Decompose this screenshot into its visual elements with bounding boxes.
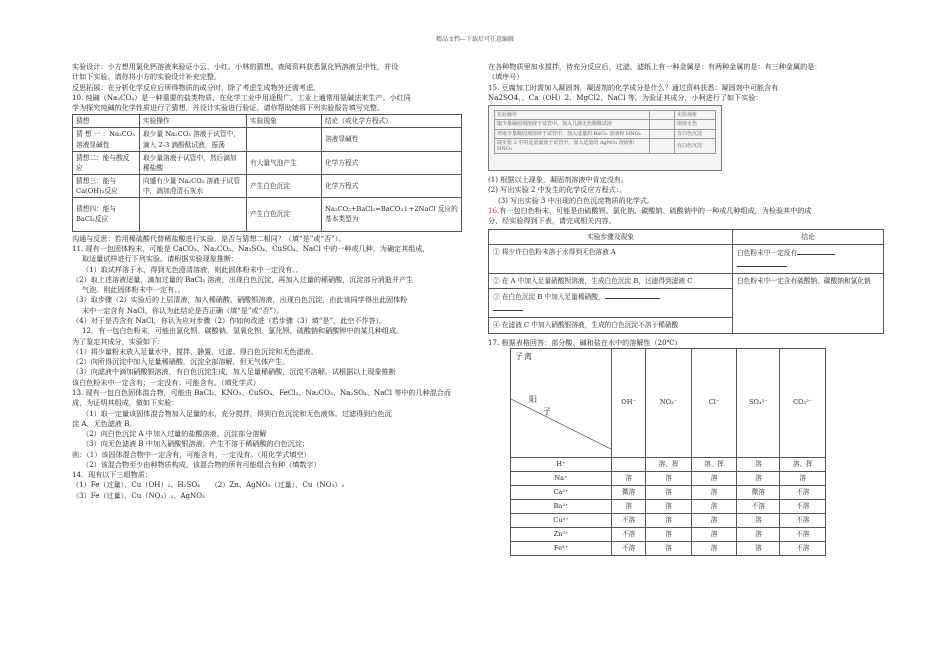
- question-number: 16.: [488, 205, 500, 215]
- cation-cell: Cu²⁺: [511, 513, 612, 527]
- table-cell: [650, 120, 675, 129]
- table-cell: 微溶: [612, 485, 646, 499]
- table-cell: 实验现象: [675, 111, 716, 120]
- table-cell: [733, 245, 884, 273]
- anion-header: SO₄²⁻: [737, 348, 780, 457]
- table-cell: 再取少量凝固剂溶液于试管中，加入适量的 BaCl₂ 溶液和 HNO₃: [495, 129, 650, 138]
- text-line: （1）Fe（过量）、Cu（OH）₂、H₂SO₄ （2）Zn、AgNO₃（过量）、Cu（NO₃）₂: [72, 480, 345, 490]
- column-header: 实验现象: [247, 115, 322, 128]
- text-line: 为了鉴定其成分，实验如下：: [72, 336, 165, 346]
- table-cell: [489, 289, 733, 317]
- answer-blank[interactable]: [493, 303, 523, 311]
- table-row: [511, 513, 826, 527]
- table-cell: 溶: [737, 541, 780, 555]
- powder-analysis-table: [488, 229, 884, 334]
- text-line: 成，为证明其组成，做如下实验：: [72, 398, 179, 408]
- corner-label: 阳: [529, 394, 537, 404]
- table-cell-text: 白色粉末中一定没有: [737, 249, 798, 258]
- question-10: 10. 纯碱（Na₂CO₃）是一种重要的盐类物质，在化学工业中用途极广。工业上通常用氨碱法来生产。小红同: [72, 92, 411, 102]
- table-row: [73, 197, 462, 231]
- text-line: 在各种物质里加水搅拌，待充分反应后，过滤，滤纸上有一种金属是：有两种金属的是：有三种金属的是：: [488, 62, 822, 71]
- table-cell: 溶、挥: [646, 457, 692, 471]
- table-cell: 溶: [737, 527, 780, 541]
- table-cell: [612, 457, 646, 471]
- text-line: （1）取一定量该固体混合物加入足量的水，充分搅拌，得到白色沉淀和无色液体。过滤得到白色沉: [82, 408, 392, 418]
- table-cell: 猜想三：能与 Ca(OH)₂反应: [73, 174, 140, 197]
- text-line: Na2SO4、、Ca（OH）2、MgCl2、NaCl 等。为验证其成分，小柯进行了如下实验：: [488, 92, 763, 102]
- text-line: （2）该混合物至少由种物质构成，该混合物的所有可能组合有种（填数字）: [82, 459, 321, 469]
- table-cell: 溶: [612, 471, 646, 485]
- table-cell: 产生白色沉淀: [247, 174, 322, 197]
- table-row: [489, 245, 884, 273]
- table-cell: 溶: [646, 485, 692, 499]
- text-line: 气泡。则此固体粉末中一定有、。: [82, 285, 185, 295]
- text-line: 末中一定含有 NaCl，你认为此结论是否正确（填“是”或“否”）。: [82, 305, 284, 315]
- table-row: [495, 138, 716, 154]
- table-cell: 取少量溶液于试管中，然后滴加稀盐酸: [140, 151, 247, 174]
- table-row: [511, 541, 826, 555]
- table-row: [511, 527, 826, 541]
- anion-header: CO₃²⁻: [780, 348, 826, 457]
- text-line: (1) 根据以上现象，凝固剂溶液中肯定没有。: [488, 175, 628, 185]
- question-13: 13. 现有一包白色固体混合物，可能由 BaCl₂、KNO₃、CuSO₄、FeCl₃、Na₂CO₃、Na₂SO₄、NaCl 等中的几种混合而: [72, 387, 451, 397]
- table-cell: 溶液显碱性: [322, 128, 462, 151]
- table-row: [73, 151, 462, 174]
- table-cell: 溶: [691, 513, 737, 527]
- table-cell-text: ③ 在白色沉淀 B 中加入足量稀硝酸，: [493, 293, 605, 302]
- text-line: （3）向滤液中滴加硝酸银溶液，有白色沉淀生成，加入足量稀硝酸，沉淀不溶解。试根据以上现象推断: [72, 367, 396, 377]
- table-cell: 实验操作: [495, 111, 650, 120]
- table-row: [495, 129, 716, 138]
- text-line: 该白色粉末中一定含有；一定没有；可能含有。（填化学式）: [72, 377, 260, 387]
- table-row: [495, 120, 716, 129]
- table-cell: 取少量凝固剂溶液于试管中，加入几滴无色酚酞试液: [495, 120, 650, 129]
- table-cell: 不溶: [780, 485, 826, 499]
- table-cell: ② 在 A 中加入足量硝酸钡溶液，生成白色沉淀 B，过滤得到滤液 C: [489, 273, 733, 289]
- cation-cell: Fe³⁺: [511, 541, 612, 555]
- table-cell: 不溶: [780, 513, 826, 527]
- table-row: [489, 273, 884, 289]
- text-line: （1）将少量粉末放入足量水中，搅拌、静置、过滤、得白色沉淀和无色滤液。: [72, 346, 318, 356]
- cation-cell: Ca²⁺: [511, 485, 612, 499]
- table-cell: ① 将少许白色粉末溶于水得到无色溶液 A: [489, 245, 733, 273]
- table-cell: 溶: [737, 513, 780, 527]
- table-cell: 不溶: [612, 541, 646, 555]
- table-corner-cell: [511, 348, 612, 457]
- text-line: 则：（1）该固体混合物中一定含有，可能含有，一定没有。（用化学式填空）: [72, 449, 311, 459]
- text-line: （3）Fe（过量）、Cu（NO₃）₂、AgNO₃: [72, 490, 205, 500]
- table-cell: 猜想四：能与 BaCl₂反应: [73, 197, 140, 231]
- table-cell: ④ 在滤液 C 中加入硝酸银溶液，生成的白色沉淀不溶于稀硝酸: [489, 317, 733, 333]
- text-line: 沟通与反思：若用稀硫酸代替稀盐酸进行实验，是否与猜想二相同？（填“是”或“否”）。: [72, 233, 346, 243]
- anion-header: OH⁻: [612, 348, 646, 457]
- text-line: （3）取步骤（2）实验后的上层清液，加入稀硝酸、硝酸银溶液，出现白色沉淀，由此该同学得出此固体粉: [72, 295, 408, 305]
- table-cell: 溶、挥: [691, 457, 737, 471]
- table-cell: 化学方程式: [322, 151, 462, 174]
- table-cell: 取实验 2 中的适量滤液于试管中，加入适量的 AgNO₃ 溶液和 HNO₃: [495, 138, 650, 154]
- answer-blank[interactable]: [605, 291, 660, 299]
- answer-blank[interactable]: [797, 247, 835, 255]
- text-line: 学为探究纯碱的化学性质进行了猜想，并设计实验进行验证。请你帮助她将下列实验报告填写完整。: [72, 103, 385, 113]
- solubility-table: [510, 348, 826, 556]
- text-line: (2) 写出实验 2 中发生的化学反应方程式：。: [488, 185, 627, 195]
- table-cell: 不溶: [612, 527, 646, 541]
- column-header: 结论: [733, 229, 884, 245]
- text-line: （2）取上述溶液适量，滴加过量的 BaCl₂ 溶液，出现白色沉淀，再加入过量的稀硝酸，沉淀部分消逝并产生: [72, 274, 414, 284]
- table-cell: 有大量气泡产生: [247, 151, 322, 174]
- table-cell: 有白色沉淀: [675, 138, 716, 154]
- right-column: [488, 62, 888, 556]
- table-cell: 向盛有少量 Na₂CO₃ 溶液于试管中，滴加澄清石灰水: [140, 174, 247, 197]
- corner-label: 子: [543, 406, 551, 416]
- table-cell: 溶: [646, 499, 692, 513]
- table-cell: 产生白色沉淀: [247, 197, 322, 231]
- table-cell: 溶: [737, 471, 780, 485]
- table-cell: Na₂CO₃+BaCl₂=BaCO₃↓+2NaCl 反应的基本类型为: [322, 197, 462, 231]
- cation-cell: Na⁺: [511, 471, 612, 485]
- table-cell: 不溶: [780, 527, 826, 541]
- table-row: [511, 499, 826, 513]
- column-header: 结论（或化学方程式）: [322, 115, 462, 128]
- table-cell: 溶: [612, 499, 646, 513]
- table-cell: 有白色沉淀: [675, 129, 716, 138]
- table-cell: 溶: [780, 471, 826, 485]
- corner-label: 离: [524, 351, 532, 361]
- table-row: [495, 111, 716, 120]
- text-line: 取适量试样进行下列实验。请根据实验现象推断：: [82, 254, 239, 264]
- table-cell: 溶液无色: [675, 120, 716, 129]
- table-cell: 溶: [691, 499, 737, 513]
- experiment-table-image: [488, 105, 722, 171]
- text-line: 反思拓展：在分析化学反应后所得物质的成分时，除了考虑生成物外还需考虑。: [72, 82, 321, 92]
- experiment-report-table: [72, 114, 462, 231]
- table-cell: 溶: [691, 527, 737, 541]
- text-line: （填序号）: [488, 72, 524, 82]
- table-cell: [140, 197, 247, 231]
- question-17: 17. 根据表格回答：部分酸、碱和盐在水中的溶解性（20℃）: [488, 337, 682, 347]
- diagonal-divider: [511, 349, 611, 457]
- table-header-row: [511, 348, 826, 457]
- table-cell: 溶: [737, 457, 780, 471]
- text-line: （1）取试样溶于水，得到无色澄清溶液，则此固体粉末中一定没有、。: [82, 264, 303, 274]
- table-cell: 溶: [691, 485, 737, 499]
- cation-cell: Ba²⁺: [511, 499, 612, 513]
- corner-label: 子: [515, 351, 523, 361]
- table-cell: 不溶: [780, 499, 826, 513]
- table-cell: 猜 想 一 ：Na₂CO₃ 溶液显碱性: [73, 128, 140, 151]
- question-16: [488, 206, 888, 216]
- text-line: （2）向白色沉淀 A 中加入过量的盐酸溶液，沉淀部分溶解: [82, 429, 267, 439]
- anion-header: NO₃⁻: [646, 348, 692, 457]
- table-cell: [650, 138, 675, 154]
- table-cell: 不溶: [737, 499, 780, 513]
- table-cell: 不溶: [780, 541, 826, 555]
- question-14: 14．现有以下三组物质：: [72, 470, 152, 480]
- table-cell: 溶: [691, 541, 737, 555]
- table-cell: [650, 111, 675, 120]
- table-cell: 白色粉末中一定含有硫酸钠、碳酸钠和氯化钠: [733, 273, 884, 333]
- cation-cell: Zn²⁺: [511, 527, 612, 541]
- text-line: (3) 写出实验 3 中出现的白色沉淀物质的化学式。: [498, 195, 655, 205]
- table-cell: 溶: [646, 541, 692, 555]
- text-line: 分，经实验得到下表，请完成相关内容。: [488, 216, 616, 226]
- table-cell: 猜想二：能与酸反应: [73, 151, 140, 174]
- table-cell: 微溶: [737, 485, 780, 499]
- table-row: [73, 174, 462, 197]
- table-cell: 不溶: [612, 513, 646, 527]
- column-header: 实验步骤及现象: [489, 229, 733, 245]
- column-header: 猜想: [73, 115, 140, 128]
- table-header-row: [489, 229, 884, 245]
- table-row: [73, 128, 462, 151]
- text-line: （3）向无色滤液 B 中加入硝酸银溶液，产生不溶于稀硝酸的白色沉淀；: [82, 439, 310, 449]
- question-text: 有一包白色粉末，可能是由硫酸钡、氯化钠、碳酸钠、硫酸钠中的一种或几种组成，为检验其中的成: [499, 205, 812, 215]
- table-cell: 取少量 Na₂CO₃ 溶液于试管中，滴入 2-3 滴酚酞试液，振荡: [140, 128, 247, 151]
- table-row: [511, 485, 826, 499]
- table-row: [511, 457, 826, 471]
- question-15: 15. 豆腐加工时需加入凝固剂，凝固剂的化学成分是什么？通过资料获悉：凝固剂中可能含有: [488, 82, 779, 92]
- table-cell: 溶、挥: [780, 457, 826, 471]
- text-line: 计如下实验。请你将小方的实验设计补充完整。: [72, 72, 221, 82]
- cation-cell: H⁺: [511, 457, 612, 471]
- table-row: [511, 471, 826, 485]
- left-column: [72, 62, 467, 501]
- text-line: 淀 A，无色滤液 B。: [72, 418, 137, 428]
- text-line: 实验设计：小方想用氯化钙溶液来验证小云、小红、小林的猜想。查阅资料获悉氯化钙溶液呈中性，并设: [72, 62, 399, 71]
- table-cell: 溶: [646, 471, 692, 485]
- table-cell: [650, 129, 675, 138]
- table-cell: 溶: [691, 471, 737, 485]
- table-header-row: [73, 115, 462, 128]
- table-cell: 溶: [646, 513, 692, 527]
- answer-blank[interactable]: [737, 259, 787, 267]
- anion-header: Cl⁻: [691, 348, 737, 457]
- question-12: 12．有一包白色粉末，可能由氯化钡、碳酸钠、氢氧化钡、氯化钡、硫酸钠和硝酸钾中的某几种组成。: [82, 326, 404, 336]
- table-cell: 化学方程式: [322, 174, 462, 197]
- column-header: 实验操作: [140, 115, 247, 128]
- scanned-table: [494, 110, 716, 154]
- table-cell: 溶: [646, 527, 692, 541]
- text-line: （2）向所得沉淀中加入足量稀硝酸，沉淀全部溶解，但无气体产生。: [72, 357, 290, 367]
- text-line: （4）对于是否含有 NaCl，你认为应对步骤（2）作如何改进（若步骤（3）填“是”，此空不作答）。: [72, 315, 387, 325]
- question-11: 11. 现有一包固体粉末，可能是 CaCO₃、Na₂CO₃、Na₂SO₄、CuSO₄、NaCl 中的一种或几种，为确定其组成，: [72, 244, 430, 254]
- page-header: 精品文档---下载后可任意编辑: [435, 36, 515, 43]
- table-cell: [247, 128, 322, 151]
